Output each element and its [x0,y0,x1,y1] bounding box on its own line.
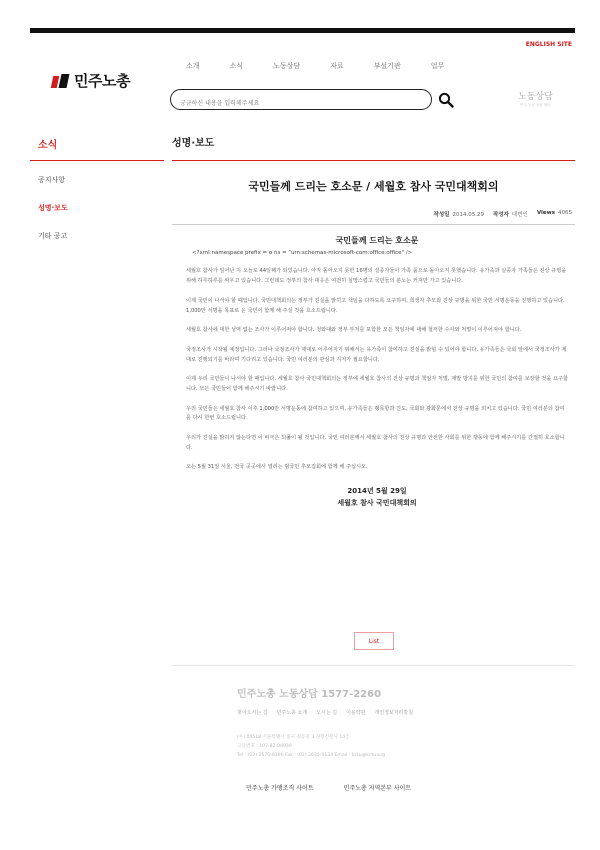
logo-text: 민주노총 [74,72,130,90]
xml-namespace-line: <?xml:namespace prefix = o ns = "urn:schemas-microsoft-com:office:office" /> [192,249,413,256]
footer-link[interactable]: 찾아오시는 길 [237,710,268,716]
footer-hotline: 민주노총 노동상담 1577-2260 [237,689,382,700]
nav-item-affiliates[interactable]: 부설기관 [373,62,401,70]
signature-org: 세월호 참사 국민대책회의 [337,499,417,508]
nav-item-work[interactable]: 업무 [430,62,445,70]
paragraph: 우리가 진실을 밝히지 않는다면 이 비극은 되풀이 될 것입니다. 국민 여러분께서 세월호 참사의 진상 규명과 안전한 사회를 위한 행동에 함께 해주시기를 간절히 호소합니다. [186,435,565,451]
search-input[interactable] [171,95,411,113]
search-box [170,89,432,110]
footer-link[interactable]: 오시는 길 [316,710,338,716]
paragraph: 오는 5월 31일 서울, 전국 곳곳에서 열리는 범국민 추모집회에 함께 해 주십시오. [186,463,368,470]
affiliate-sites-link[interactable]: 민주노총 가맹조직 사이트 [246,785,314,792]
english-site-link[interactable]: ENGLISH SITE [525,41,572,48]
author-value: 대변인 [511,212,528,218]
signature [186,485,568,509]
article-body [186,236,568,509]
sidebar-item-statements[interactable]: 성명·보도 [38,204,68,212]
site-logo[interactable] [52,70,130,91]
list-button[interactable]: List [354,632,394,650]
footer-divider [172,665,575,666]
paragraph: 세월호 참사에 대한 성역 없는 조사가 이루어져야 합니다. 청와대와 정부 부처를 포함한 모든 책임자에 대해 철저한 수사와 처벌이 이루어져야 합니다. [186,327,522,334]
footer-link[interactable]: 개인정보처리방침 [374,710,414,716]
author-label: 작성자 [492,212,509,218]
counsel-title: 노동상담 [518,92,553,102]
views-value: 4065 [558,210,572,216]
address-line: Tel : (02) 2670-9100 Fax : (02) 2635-1134 Email : kctu@kctu.org [237,753,386,759]
sidebar-item-other[interactable]: 기타 공고 [38,232,68,240]
address-line: (우) 04518 서울특별시 중구 정동길 3 경향신문사 14층 [237,735,350,740]
footer-link[interactable]: 민주노총 소개 [276,710,308,716]
address-line: 고유번호 : 107-82-08939 [237,744,292,750]
paragraph: 이제 우리 국민들이 나서야 할 때입니다. 세월호 참사 국민대책회의는 정부에 세월호 참사의 진상 규명과 책임자 처벌, 재발 방지를 위한 국민의 참여를 보장할 것을 요구합니다. 모든 국민들이 함께 해주시기 바랍니다. [186,376,568,393]
title-divider [172,160,575,161]
meta-divider [172,224,575,225]
footer-link[interactable]: 이용약관 [346,710,366,716]
counsel-link[interactable] [518,89,553,108]
paragraph: 우리 국민들은 세월호 참사 이후 1,000만 서명운동에 참여하고 있으며, 유가족들은 팽목항과 진도, 국회와 광화문에서 진상 규명을 외치고 있습니다. 국민 여러분의 참여를 다시 한번 호소드립니다. [186,405,565,422]
nav-item-counsel[interactable]: 노동상담 [273,62,301,70]
nav-item-resources[interactable]: 자료 [330,62,344,70]
date-value: 2014.05.29 [452,212,484,218]
regional-sites-link[interactable]: 민주노총 지역본부 사이트 [343,785,412,792]
sidebar-title: 소식 [38,140,58,151]
footer-links [237,709,413,716]
logo-mark-icon [52,74,70,88]
sidebar-nav [38,175,68,259]
article-title: 국민들께 드리는 호소문 / 세월호 참사 국민대책회의 [248,180,499,193]
date-label: 작성일 [433,212,450,218]
paragraph: 이제 국민이 나서야 할 때입니다. 국민대책회의는 정부가 진실을 밝히고 책임을 다하도록 요구하며, 희생자 추모와 진상 규명을 위한 국민 서명운동을 진행하고 있습니다. 1,000만 서명을 목표로 온 국민이 함께 해 주실 것을 호소드립니다. [186,297,565,314]
signature-date: 2014년 5월 29일 [347,487,407,496]
views-label: Views [536,210,555,216]
nav-item-news[interactable]: 소식 [229,62,244,70]
sidebar-divider [30,160,164,161]
top-bar [30,28,575,33]
main-nav [186,61,474,71]
content-title: 국민들께 드리는 호소문 [335,236,419,245]
page-title: 성명·보도 [172,138,215,149]
sidebar-item-notice[interactable]: 공지사항 [38,176,66,184]
search-icon[interactable] [438,92,454,108]
footer-address [237,733,385,761]
paragraph: 국정조사가 시작될 예정입니다. 그러나 국정조사가 제대로 이루어지기 위해서는 유가족이 참여하고 진실을 밝힐 수 있어야 합니다. 유가족들은 국회 앞에서 국정조사가 제대로 진행되기를 바라며 기다리고 있습니다. 국민 여러분의 관심과 지지가 필요합니다. [186,346,567,363]
article-meta [434,210,573,218]
paragraph: 세월호 참사가 일어난 지 오늘로 44일째가 되었습니다. 아직 돌아오지 못한 16명의 실종자들이 가족 품으로 돌아오지 못했습니다. 유가족과 실종자 가족들은 진상 규명을 위해 하루하루를 싸우고 있습니다. 그런데도 정부의 참사 대응은 여전히 실망스럽고 국민들의 분노는 커져만 가고 있습니다. [186,268,567,285]
nav-item-intro[interactable]: 소개 [186,62,200,70]
footer-sites [246,783,411,792]
counsel-subtitle: 민주 노동 상담 센터 [520,103,551,107]
